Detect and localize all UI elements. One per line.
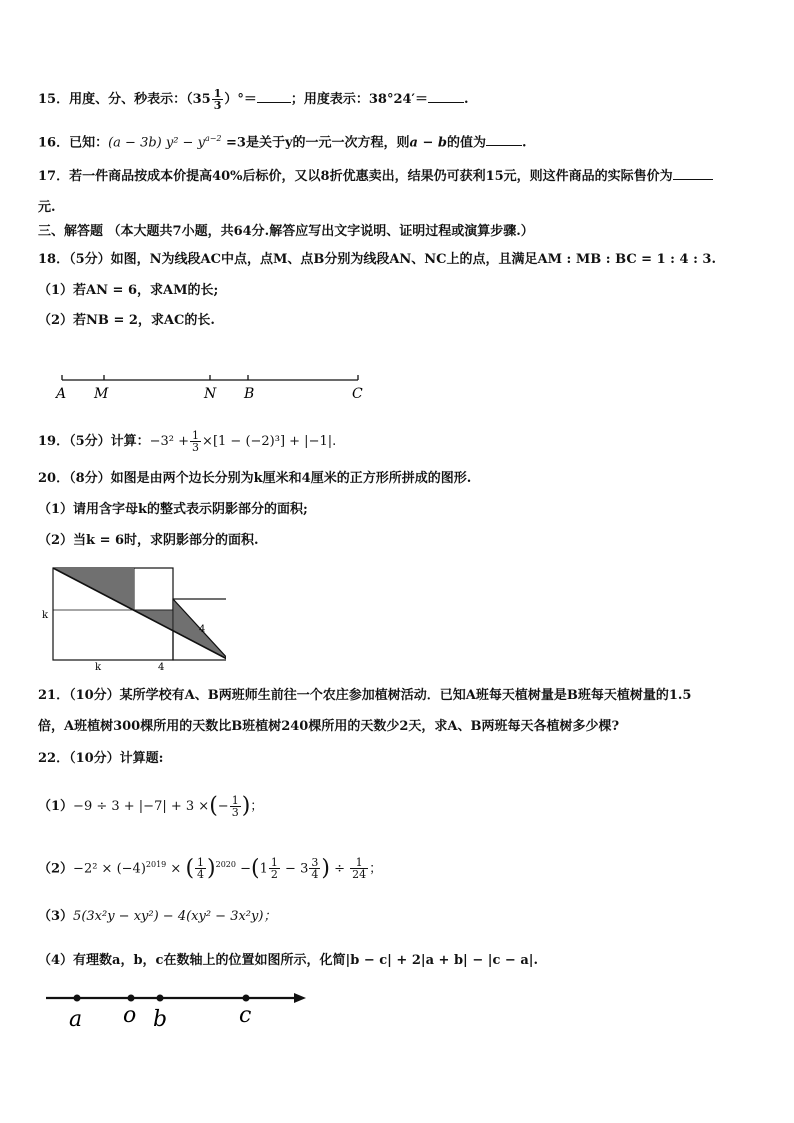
question-21-line1: 21．（10分）某所学校有A、B两班师生前往一个农庄参加植树活动．已知A班每天植树量是B班每天植树量的1.5 <box>38 688 692 703</box>
question-18-part1: （1）若AN = 6，求AM的长; <box>38 283 219 298</box>
label-k-side: k <box>42 610 49 621</box>
point-o-dot <box>128 995 135 1002</box>
question-17: 17．若一件商品按成本价提高40%后标价，又以8折优惠卖出，结果仍可获利15元，则这件商品的实际售价为 <box>38 167 713 186</box>
question-18-stem: 18．（5分）如图，N为线段AC中点，点M、点B分别为线段AN、NC上的点，且满足AM : MB : BC = 1 : 4 : 3. <box>38 252 716 267</box>
question-15: 15．用度、分、秒表示：（35 $\frac{1}{3}$ ）°＝ ；用度表示：38°24′＝ . <box>38 87 469 112</box>
q17-blank <box>673 167 713 180</box>
question-18-part2: （2）若NB = 2，求AC的长. <box>38 313 215 328</box>
axis-label-b: b <box>153 1007 168 1030</box>
arrow-head-icon <box>294 993 306 1003</box>
q16-blank <box>486 133 522 146</box>
segment-diagram <box>50 370 380 404</box>
question-22-part3: （3）5(3x²y − xy²) − 4(xy² − 3x²y)； <box>38 909 277 924</box>
label-k-bottom: k <box>95 662 102 672</box>
section-heading: 三、解答题 （本大题共7小题，共64分.解答应写出文字说明、证明过程或演算步骤.） <box>38 224 534 239</box>
point-c-dot <box>243 995 250 1002</box>
squares-diagram <box>36 562 226 672</box>
question-21-line2: 倍，A班植树300棵所用的天数比B班植树240棵所用的天数少2天，求A、B两班每天各植树多少棵? <box>38 719 620 734</box>
point-n-label: N <box>204 386 217 402</box>
label-4-bottom: 4 <box>158 662 165 672</box>
number-line-diagram <box>44 988 314 1030</box>
question-17-continued: 元. <box>38 200 56 215</box>
point-a-dot <box>74 995 81 1002</box>
point-b-label: B <box>244 386 255 402</box>
point-a-label: A <box>56 386 67 402</box>
axis-label-a: a <box>69 1007 83 1030</box>
question-22-part4: （4）有理数a，b，c在数轴上的位置如图所示，化简|b − c| + 2|a + b| − |c − a|. <box>38 953 538 968</box>
label-4-side: 4 <box>199 624 206 635</box>
q15-mid: ）°＝ <box>224 92 257 107</box>
question-19: 19．（5分）计算：−3² + $\frac{1}{3}$ ×[1 − (−2)³] + |−1|. <box>38 429 337 454</box>
question-22-part1: （1）−9 ÷ 3 + |−7| + 3 ×(− $\frac{1}{3}$ )； <box>38 793 264 819</box>
diagonal-line <box>53 568 226 660</box>
question-20-part1: （1）请用含字母k的整式表示阴影部分的面积; <box>38 502 308 517</box>
q16-expression: (a − 3b) y² − y <box>108 135 205 151</box>
q15-blank-1 <box>257 90 291 103</box>
question-20-stem: 20．（8分）如图是由两个边长分别为k厘米和4厘米的正方形所拼成的图形. <box>38 471 472 486</box>
point-m-label: M <box>94 386 109 402</box>
axis-label-o: o <box>123 1003 137 1028</box>
question-22-stem: 22．（10分）计算题: <box>38 751 164 766</box>
point-c-label: C <box>352 386 363 402</box>
q15-blank-2 <box>428 90 464 103</box>
q15-fraction: $\frac{1}{3}$ <box>213 87 222 112</box>
axis-label-c: c <box>239 1003 252 1028</box>
question-22-part2: $(2)-2^2 \times (-4)^{2019}$ × ( $\frac{1}{4}$ )$^{2020}$ −(1 $\frac{1}{2}$ − 3 $\frac{3}{4}$ ) ÷ $\frac{1}{24}$ ； <box>38 855 383 882</box>
q15-mid2: ；用度表示：38°24′＝ <box>290 92 428 107</box>
q15-prefix: 15．用度、分、秒表示：（35 <box>38 92 211 107</box>
point-b-dot <box>157 995 164 1002</box>
question-16: 16．已知：(a − 3b) $y^2 - y^{a-2} =3$是关于y的一元一次方程，则a − b的值为 . <box>38 134 527 151</box>
question-20-part2: （2）当k = 6时，求阴影部分的面积. <box>38 533 259 548</box>
